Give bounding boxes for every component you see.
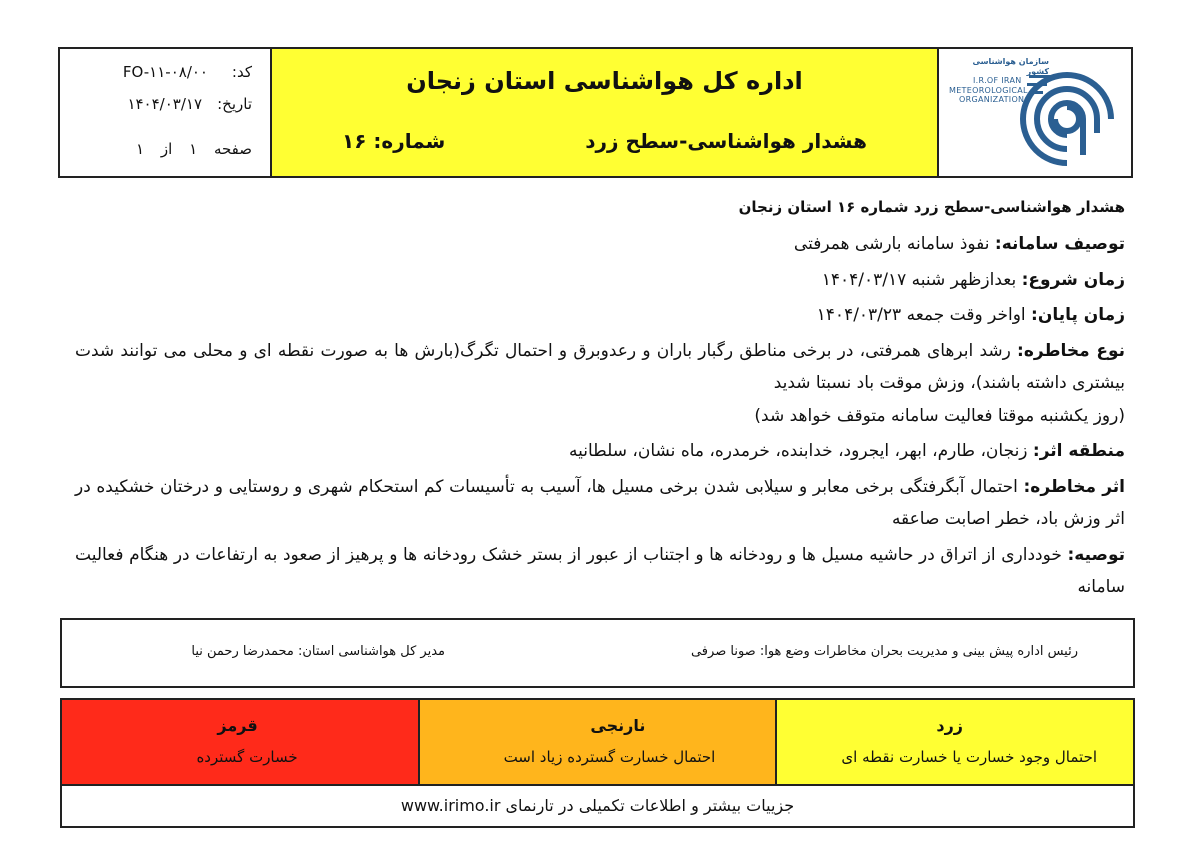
website-footer: جزییات بیشتر و اطلاعات تکمیلی در تارنمای www.irimo.ir	[400, 796, 795, 815]
code-label: کد:	[231, 63, 252, 81]
signature-box	[60, 618, 1135, 688]
warning-number: شماره: ۱۶	[342, 129, 446, 153]
end-time-value: اواخر وقت جمعه ۱۴۰۴/۰۳/۲۳	[816, 305, 1032, 325]
date-label: تاریخ:	[217, 95, 252, 113]
hazard-type-value: رشد ابرهای همرفتی، در برخی مناطق رگبار باران و رعدوبرق و احتمال تگرگ(بارش ها به صورت نقطه ای و محلی می توانند شدت بیشتری داشته باشند)، وزش موقت باد نسبتا شدید	[75, 340, 1125, 393]
warning-content	[75, 198, 1125, 604]
affected-area-label: منطقه اثر:	[1032, 441, 1125, 461]
logo-line-2: METEOROLOGICAL	[949, 85, 1028, 95]
hazard-effect-label: اثر مخاطره:	[1023, 476, 1125, 497]
level-red-desc: خسارت گسترده	[196, 748, 298, 766]
system-description	[75, 228, 1125, 261]
header-title-block	[272, 49, 939, 176]
logo-line-1: I.R.OF IRAN	[973, 76, 1022, 85]
page-indicator	[124, 140, 252, 158]
irimo-logo	[939, 49, 1131, 176]
system-description-value: نفوذ سامانه بارشی همرفتی	[793, 234, 995, 254]
warning-title: هشدار هواشناسی-سطح زرد	[585, 129, 867, 153]
hazard-effect	[75, 471, 1125, 536]
affected-area-value: زنجان، طارم، ابهر، ایجرود، خدابنده، خرمدره، ماه نشان، سلطانیه	[568, 441, 1033, 461]
end-time-label: زمان پایان:	[1031, 305, 1125, 325]
hazard-type-note: (روز یکشنبه موقتا فعالیت سامانه متوقف خواهد شد)	[754, 405, 1125, 426]
start-time	[75, 264, 1125, 297]
page-word: صفحه	[213, 140, 252, 158]
date-value: ۱۴۰۴/۰۳/۱۷	[127, 95, 202, 113]
level-orange-name: نارنجی	[590, 716, 646, 735]
system-description-label: توصیف سامانه:	[994, 234, 1125, 254]
end-time	[75, 299, 1125, 332]
recommendation	[75, 539, 1125, 604]
page-total: ۱	[136, 140, 145, 158]
page-of: از	[160, 140, 173, 158]
hazard-type-label: نوع مخاطره:	[1017, 340, 1126, 361]
start-time-value: بعدازظهر شنبه ۱۴۰۴/۰۳/۱۷	[821, 269, 1022, 290]
document-meta	[60, 49, 272, 176]
affected-area	[75, 435, 1125, 468]
logo-line-3: ORGANIZATION	[959, 95, 1025, 104]
org-title: اداره کل هواشناسی استان زنجان	[406, 67, 803, 95]
code-value: FO-۱۱-۰۸/۰۰	[122, 63, 208, 81]
level-orange-desc: احتمال خسارت گسترده زیاد است	[503, 748, 716, 766]
hazard-effect-value: احتمال آبگرفتگی برخی معابر و سیلابی شدن برخی مسیل ها، آسیب به تأسیسات کم استحکام شهری و روستایی و درختان خشکیده در اثر وزش باد، خطر اصابت صاعقه	[75, 476, 1125, 529]
document-header	[58, 47, 1133, 178]
level-yellow-name: زرد	[936, 716, 964, 735]
recommendation-value: خودداری از اتراق در حاشیه مسیل ها و رودخانه ها و اجتناب از عبور از بستر خشک رودخانه ها و پرهیز از صعود به ارتفاعات در هنگام فعالیت سامانه	[75, 544, 1125, 597]
level-yellow-desc: احتمال وجود خسارت یا خسارت نقطه ای	[841, 748, 1098, 766]
director-signature: مدیر کل هواشناسی استان: محمدرضا رحمن نیا	[191, 644, 445, 659]
document-heading: هشدار هواشناسی-سطح زرد شماره ۱۶ استان زنجان	[738, 198, 1125, 216]
level-red-name: قرمز	[217, 716, 258, 735]
logo-line-fa: سازمان هواشناسی کشور	[972, 57, 1049, 76]
level-red	[62, 700, 418, 784]
level-yellow	[775, 700, 1133, 784]
level-orange	[418, 700, 776, 784]
warning-level-legend	[60, 698, 1135, 828]
hazard-type	[75, 335, 1125, 400]
forecast-head-signature: رئیس اداره پیش بینی و مدیریت بحران مخاطرات وضع هوا: صونا صرفی	[690, 644, 1078, 659]
start-time-label: زمان شروع:	[1021, 269, 1125, 290]
recommendation-label: توصیه:	[1067, 544, 1125, 565]
page-current: ۱	[189, 140, 198, 158]
spiral-emblem-icon	[1019, 59, 1115, 169]
